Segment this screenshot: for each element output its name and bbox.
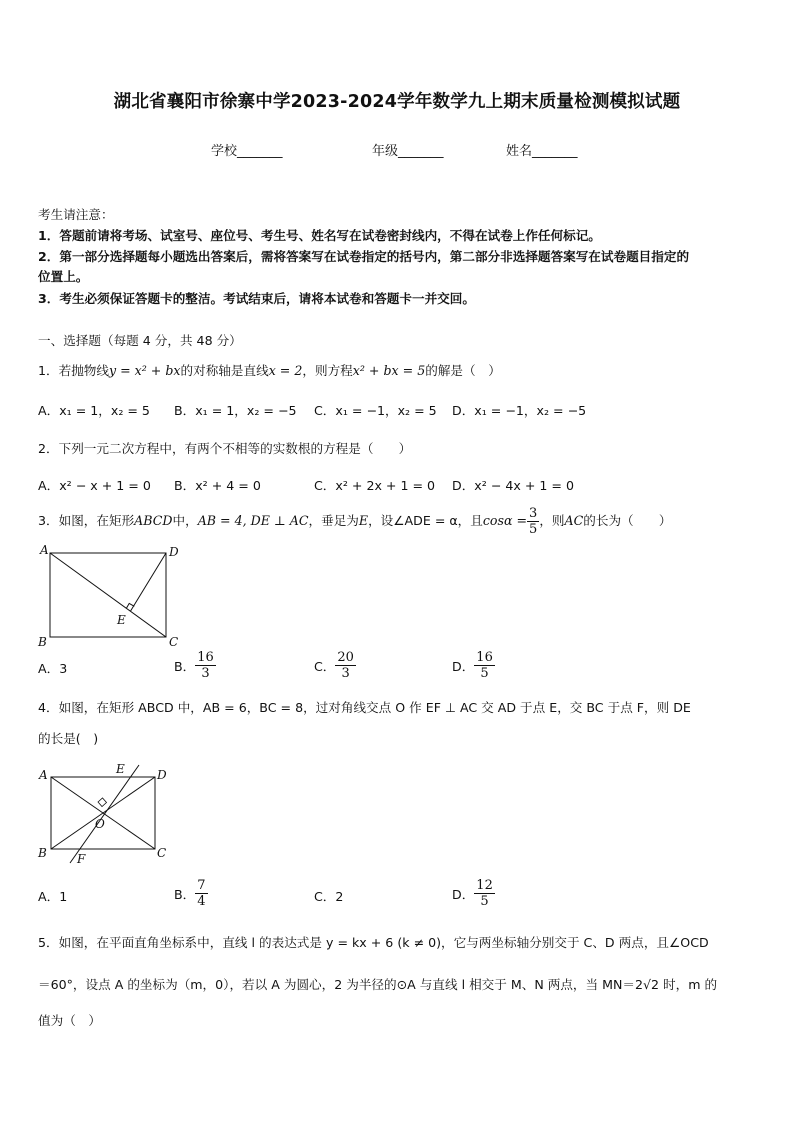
q3-option-d-label: D． (452, 659, 475, 674)
q3-label-d: D (169, 545, 179, 559)
q4-option-b-num: 7 (197, 878, 206, 893)
q4-figure (36, 760, 176, 870)
q3-option-c-fraction (335, 650, 356, 681)
q4-option-c: C．2 (314, 889, 344, 904)
q3-text-e: ，则 (539, 513, 565, 528)
q3-option-c-num: 20 (337, 650, 354, 665)
q4-right-angle-mark (98, 798, 107, 807)
question-5-line3: 值为（ ） (38, 1013, 101, 1028)
q3-option-d-den: 5 (480, 666, 489, 681)
q3-cos-denominator: 5 (529, 522, 538, 537)
q3-option-d-fraction (474, 650, 495, 681)
q4-option-d-den: 5 (480, 894, 489, 909)
q4-label-f: F (77, 852, 86, 866)
q3-text-f: 的长为（ ） (583, 513, 672, 528)
q3-option-b (174, 650, 216, 681)
q3-option-d-num: 16 (476, 650, 493, 665)
q4-label-e: E (116, 762, 125, 776)
q4-option-d-num: 12 (476, 878, 493, 893)
q3-text-a: 3．如图，在矩形 (38, 513, 135, 528)
q3-cos-label: cosα = (482, 513, 528, 528)
q4-option-d-label: D． (452, 887, 475, 902)
grade-field: 年级_______ (372, 144, 444, 159)
q1-option-a: A．x₁ = 1，x₂ = 5 (38, 403, 150, 418)
q3-cos-numerator: 3 (529, 506, 538, 521)
q4-line-ef (70, 765, 139, 863)
question-4-stem-line1: 4．如图，在矩形 ABCD 中，AB = 6，BC = 8，过对角线交点 O 作 EF ⊥ AC 交 AD 于点 E，交 BC 于点 F，则 DE (38, 700, 691, 715)
q1-option-b: B．x₁ = 1，x₂ = −5 (174, 403, 297, 418)
name-field: 姓名_______ (506, 144, 578, 159)
q2-option-a: A．x² − x + 1 = 0 (38, 478, 151, 493)
question-1-stem (38, 360, 501, 379)
q1-option-d: D．x₁ = −1，x₂ = −5 (452, 403, 587, 418)
q3-text-d: ，设∠ADE = α，且 (368, 513, 483, 528)
q3-diagonal-ac (50, 553, 166, 637)
q3-condition: AB = 4, DE ⊥ AC (197, 513, 309, 528)
q4-option-d (452, 878, 495, 909)
q1-eq-axis: x = 2 (268, 363, 303, 378)
question-4-stem-line2: 的长是( ) (38, 731, 99, 746)
notice-item-2-cont: 位置上。 (38, 269, 89, 284)
q4-option-b-den: 4 (197, 894, 206, 909)
q3-rect-name: ABCD (134, 513, 173, 528)
q4-label-o: O (95, 817, 105, 831)
q3-cos-fraction (527, 506, 539, 537)
q3-option-d (452, 650, 495, 681)
school-field: 学校_______ (211, 144, 283, 159)
q3-option-b-label: B． (174, 659, 196, 674)
q4-option-a: A．1 (38, 889, 68, 904)
q3-label-e: E (117, 613, 126, 627)
section-heading: 一、选择题（每题 4 分，共 48 分） (38, 333, 242, 348)
notice-item-2: 2．第一部分选择题每小题选出答案后，需将答案写在试卷指定的括号内，第二部分非选择题答案写在试卷题目指定的 (38, 249, 690, 264)
q1-eq-equation: x² + bx = 5 (352, 363, 426, 378)
q1-option-c: C．x₁ = −1，x₂ = 5 (314, 403, 437, 418)
q2-option-b: B．x² + 4 = 0 (174, 478, 261, 493)
q3-option-c (314, 650, 356, 681)
q3-label-b: B (38, 635, 47, 649)
q4-option-b-fraction (195, 878, 207, 909)
q3-option-b-num: 16 (197, 650, 214, 665)
question-5-line1: 5．如图，在平面直角坐标系中，直线 l 的表达式是 y = kx + 6 (k ≠ 0)，它与两坐标轴分别交于 C、D 两点，且∠OCD (38, 935, 709, 950)
q3-segment-de (130, 553, 166, 611)
q3-option-b-den: 3 (201, 666, 210, 681)
q4-option-b (174, 878, 208, 909)
exam-title: 湖北省襄阳市徐寨中学2023-2024学年数学九上期末质量检测模拟试题 (113, 92, 681, 112)
q3-text-c: ，垂足为 (308, 513, 359, 528)
question-2-stem: 2．下列一元二次方程中，有两个不相等的实数根的方程是（ ） (38, 441, 412, 456)
question-3-stem (38, 506, 671, 537)
notice-item-1: 1．答题前请将考场、试室号、座位号、考生号、姓名写在试卷密封线内，不得在试卷上作任何标记。 (38, 228, 601, 243)
q4-label-d: D (157, 768, 167, 782)
question-5-line2: ＝60°，设点 A 的坐标为（m，0），若以 A 为圆心，2 为半径的⊙A 与直线 l 相交于 M、N 两点，当 MN＝2√2 时，m 的 (38, 977, 718, 992)
q3-option-a: A．3 (38, 661, 68, 676)
q3-option-c-label: C． (314, 659, 336, 674)
q4-label-a: A (39, 768, 48, 782)
q3-text-b: 中， (172, 513, 198, 528)
q4-option-d-fraction (474, 878, 495, 909)
notice-heading: 考生请注意： (38, 207, 114, 222)
q3-label-c: C (169, 635, 179, 649)
q3-segment: AC (564, 513, 584, 528)
q2-option-c: C．x² + 2x + 1 = 0 (314, 478, 436, 493)
q3-option-b-fraction (195, 650, 216, 681)
q4-label-b: B (38, 846, 47, 860)
q3-label-a: A (40, 543, 49, 557)
q1-eq-parabola: y = x² + bx (108, 363, 181, 378)
q4-label-c: C (157, 846, 167, 860)
q1-text-d: 的解是（ ） (425, 363, 501, 378)
q3-foot-point: E (358, 513, 369, 528)
q1-text-b: 的对称轴是直线 (180, 363, 269, 378)
q3-option-c-den: 3 (341, 666, 350, 681)
q1-text-a: 1．若抛物线 (38, 363, 109, 378)
q1-text-c: ，则方程 (302, 363, 353, 378)
notice-item-3: 3．考生必须保证答题卡的整洁。考试结束后，请将本试卷和答题卡一并交回。 (38, 291, 475, 306)
q2-option-d: D．x² − 4x + 1 = 0 (452, 478, 574, 493)
q4-option-b-label: B． (174, 887, 196, 902)
q3-figure (36, 540, 186, 652)
